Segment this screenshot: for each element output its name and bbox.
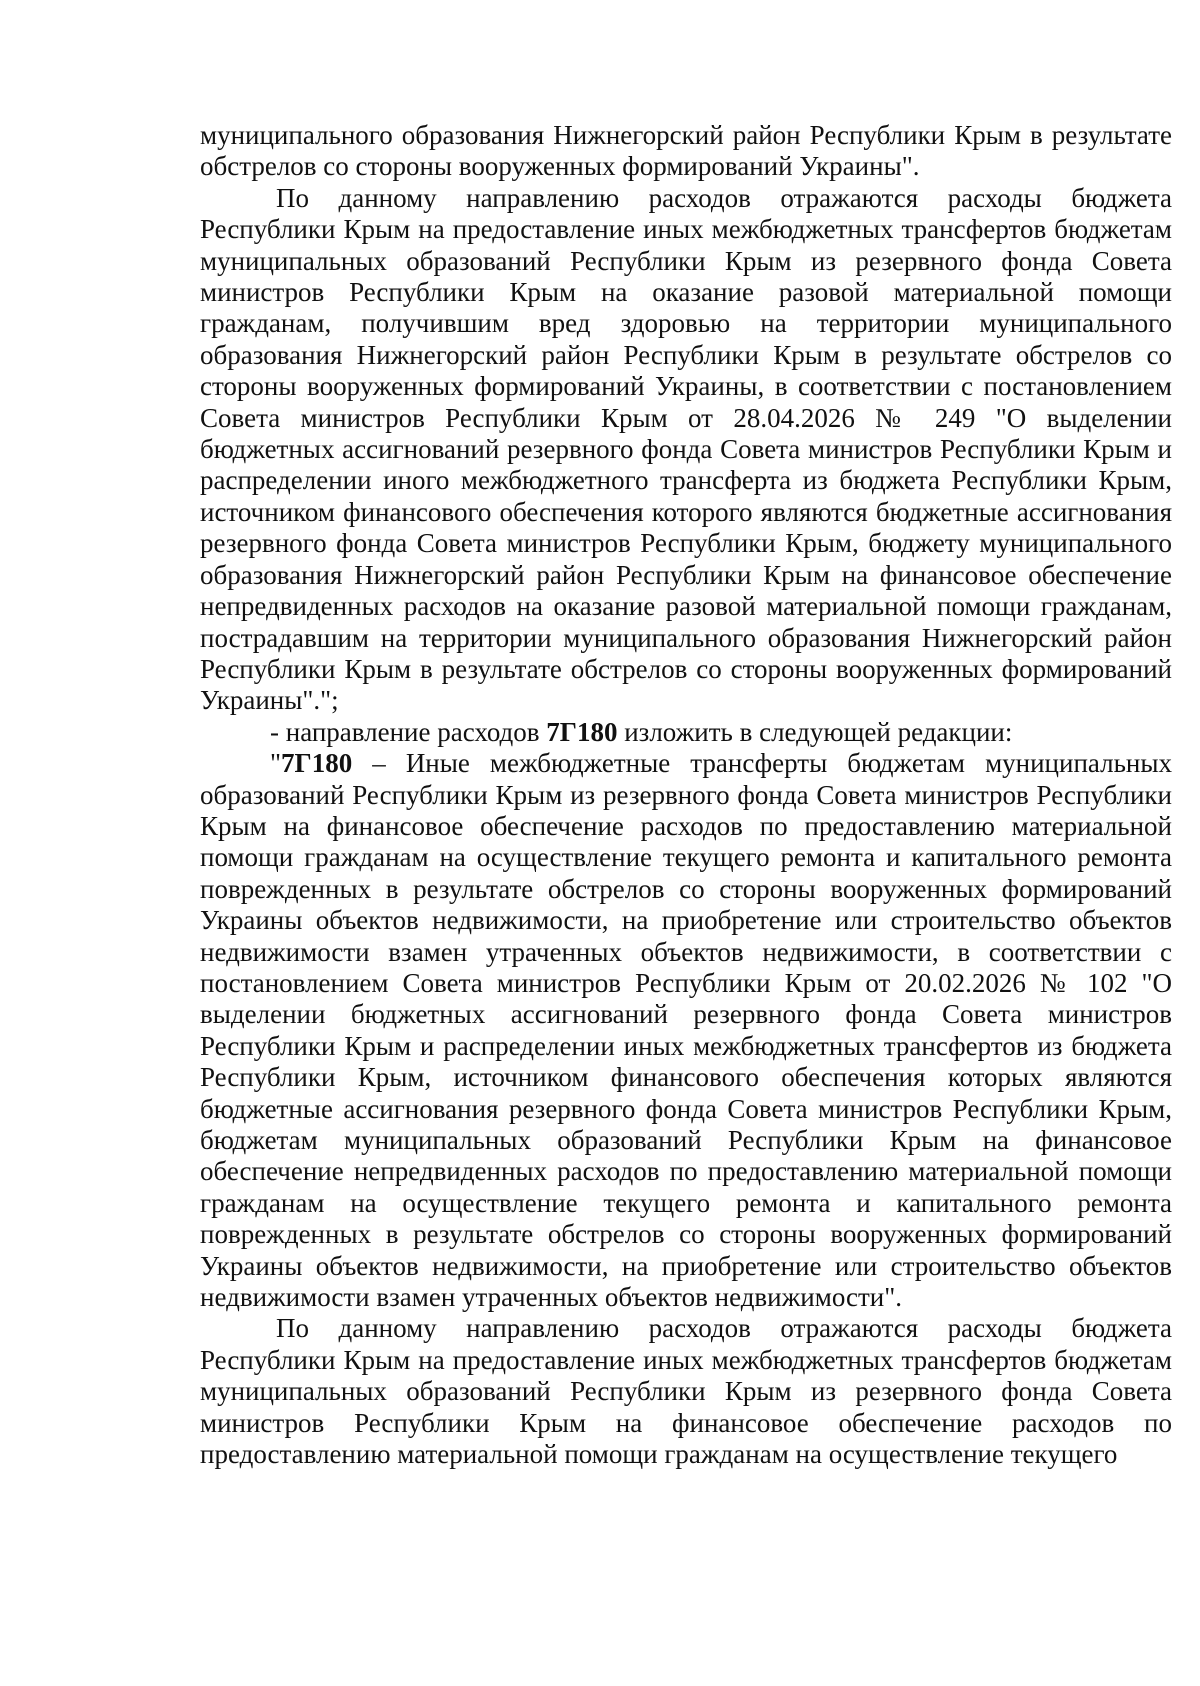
expense-code: 7Г180	[281, 748, 353, 779]
paragraph-expense-direction	[200, 748, 1172, 1313]
paragraph-continuation: муниципального образования Нижнегорский район Республики Крым в результате обстрелов со стороны вооруженных формирований Украины".	[200, 120, 1172, 182]
paragraph-expense-description-1: По данному направлению расходов отражаются расходы бюджета Республики Крым на предоставление иных межбюджетных трансфертов бюджетам муниципальных образований Республики Крым из резервного фонда Совета министров Республики Крым на оказание разовой материальной помощи гражданам, получившим вред здоровью на территории муниципального образования Нижнегорский район Республики Крым в результате обстрелов со стороны вооруженных формирований Украины, в соответствии с постановлением Совета министров Республики Крым от 28.04.2026 № 249 "О выделении бюджетных ассигнований резервного фонда Совета министров Республики Крым и распределении иного межбюджетного трансферта из бюджета Республики Крым, источником финансового обеспечения которого являются бюджетные ассигнования резервного фонда Совета министров Республики Крым, бюджету муниципального образования Нижнегорский район Республики Крым на финансовое обеспечение непредвиденных расходов на оказание разовой материальной помощи гражданам, пострадавшим на территории муниципального образования Нижнегорский район Республики Крым в результате обстрелов со стороны вооруженных формирований Украины".";	[200, 182, 1172, 716]
paragraph-amendment-instruction	[200, 717, 1172, 748]
open-quote: "	[270, 748, 282, 779]
instruction-suffix: изложить в следующей редакции:	[617, 716, 1013, 747]
document-page	[200, 120, 1172, 1470]
paragraph-expense-description-2: По данному направлению расходов отражаются расходы бюджета Республики Крым на предоставление иных межбюджетных трансфертов бюджетам муниципальных образований Республики Крым из резервного фонда Совета министров Республики Крым на финансовое обеспечение расходов по предоставлению материальной помощи гражданам на осуществление текущего	[200, 1313, 1172, 1470]
expense-direction-text: – Иные межбюджетные трансферты бюджетам муниципальных образований Республики Крым из резервного фонда Совета министров Республики Крым на финансовое обеспечение расходов по предоставлению материальной помощи гражданам на осуществление текущего ремонта и капитального ремонта поврежденных в результате обстрелов со стороны вооруженных формирований Украины объектов недвижимости, на приобретение или строительство объектов недвижимости взамен утраченных объектов недвижимости, в соответствии с постановлением Совета министров Республики Крым от 20.02.2026 № 102 "О выделении бюджетных ассигнований резервного фонда Совета министров Республики Крым и распределении иных межбюджетных трансфертов из бюджета Республики Крым, источником финансового обеспечения которых являются бюджетные ассигнования резервного фонда Совета министров Республики Крым, бюджетам муниципальных образований Республики Крым на финансовое обеспечение непредвиденных расходов по предоставлению материальной помощи гражданам на осуществление текущего ремонта и капитального ремонта поврежденных в результате обстрелов со стороны вооруженных формирований Украины объектов недвижимости, на приобретение или строительство объектов недвижимости взамен утраченных объектов недвижимости".	[200, 748, 1172, 1313]
instruction-prefix: - направление расходов	[270, 716, 547, 747]
expense-code: 7Г180	[546, 716, 618, 747]
